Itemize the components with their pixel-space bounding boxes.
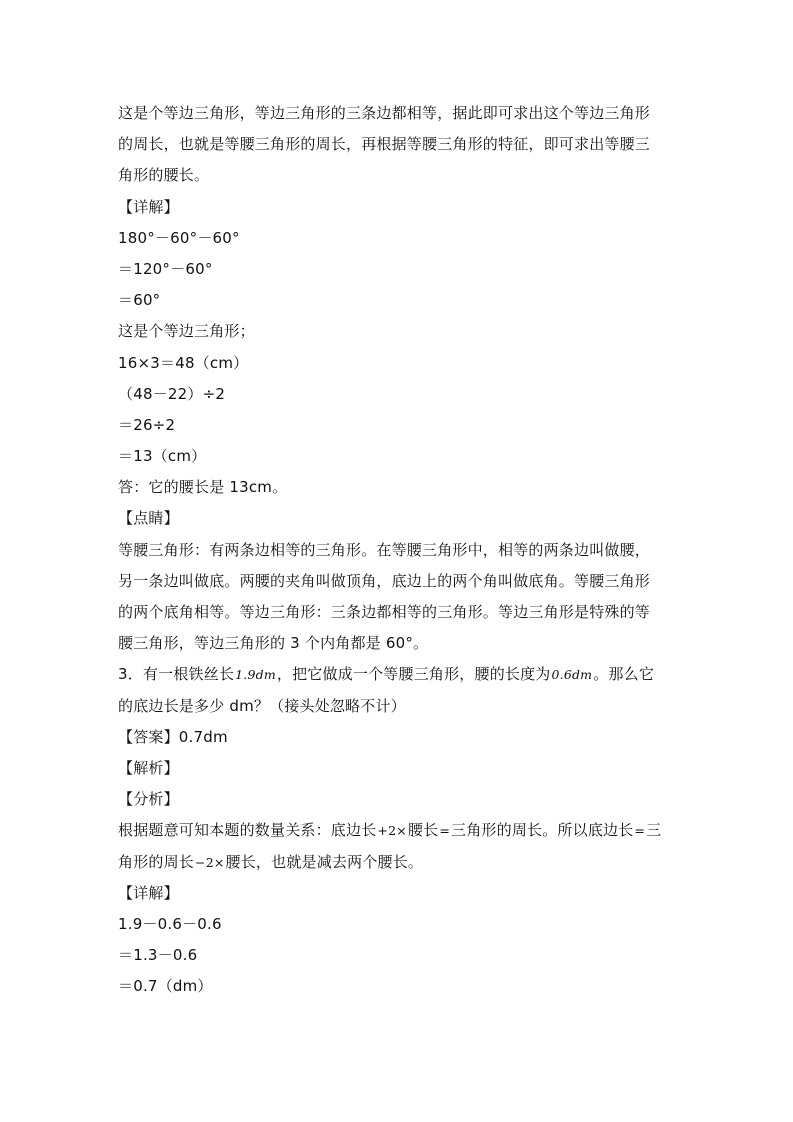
calc-line: ＝1.3－0.6 xyxy=(118,946,198,965)
text-line: 角形的腰长。 xyxy=(118,166,210,185)
calc-line: 16×3＝48（cm） xyxy=(118,353,249,372)
analysis-text: 腰长 xyxy=(407,821,439,840)
q3-text: ，把它做成一个等腰三角形，腰的长度为 xyxy=(276,665,551,684)
document-page xyxy=(118,98,678,1002)
q3-text: 。那么它 xyxy=(593,665,655,684)
q3-math-side: 0.6dm xyxy=(551,667,593,683)
analysis-math: +2× xyxy=(377,823,407,839)
section-heading-tip: 【点睛】 xyxy=(118,509,179,528)
calc-line: ＝13（cm） xyxy=(118,447,207,466)
analysis-text: 腰长，也就是减去两个腰长。 xyxy=(225,852,424,871)
answer-line: 答：它的腰长是 13cm。 xyxy=(118,478,288,497)
section-heading-analysis: 【解析】 xyxy=(118,758,179,777)
analysis-math: = xyxy=(634,823,646,839)
answer-heading: 【答案】0.7dm xyxy=(118,727,228,746)
text-line: 这是个等边三角形，等边三角形的三条边都相等，据此即可求出这个等边三角形 xyxy=(118,104,651,122)
calc-line: ＝120°－60° xyxy=(118,259,213,278)
q3-math-length: 1.9dm xyxy=(235,667,276,683)
calc-line: ＝0.7（dm） xyxy=(118,977,213,996)
question-3-line-1 xyxy=(118,659,678,690)
analysis-math: = xyxy=(439,823,451,839)
text-line: 另一条边叫做底。两腰的夹角叫做顶角，底边上的两个角叫做底角。等腰三角形 xyxy=(118,571,651,590)
analysis-line-2 xyxy=(118,847,678,878)
analysis-text: 根据题意可知本题的数量关系：底边长 xyxy=(118,821,377,840)
analysis-text: 角形的周长 xyxy=(118,852,195,871)
calc-line: 1.9－0.6－0.6 xyxy=(118,914,222,933)
calc-line: （48－22）÷2 xyxy=(118,384,226,403)
text-line: 腰三角形，等边三角形的 3 个内角都是 60°。 xyxy=(118,634,429,653)
section-heading-fenxi: 【分析】 xyxy=(118,790,179,809)
analysis-math: −2× xyxy=(195,854,225,870)
text-line: 这是个等边三角形； xyxy=(118,322,255,341)
section-heading-detail: 【详解】 xyxy=(118,197,179,216)
section-heading-detail: 【详解】 xyxy=(118,883,179,902)
calc-line: ＝60° xyxy=(118,291,161,310)
calc-line: 180°－60°－60° xyxy=(118,228,240,247)
text-line: 等腰三角形：有两条边相等的三角形。在等腰三角形中，相等的两条边叫做腰， xyxy=(118,540,651,559)
analysis-text: 三角形的周长。所以底边长 xyxy=(451,821,634,840)
analysis-line-1 xyxy=(118,815,678,846)
question-3-line-2: 的底边长是多少 dm？（接头处忽略不计） xyxy=(118,696,406,715)
q3-text: 3．有一根铁丝长 xyxy=(118,665,235,684)
text-line: 的两个底角相等。等边三角形：三条边都相等的三角形。等边三角形是特殊的等 xyxy=(118,603,651,621)
analysis-text: 三 xyxy=(646,821,662,840)
text-line: 的周长，也就是等腰三角形的周长，再根据等腰三角形的特征，即可求出等腰三 xyxy=(118,135,651,154)
calc-line: ＝26÷2 xyxy=(118,415,176,434)
